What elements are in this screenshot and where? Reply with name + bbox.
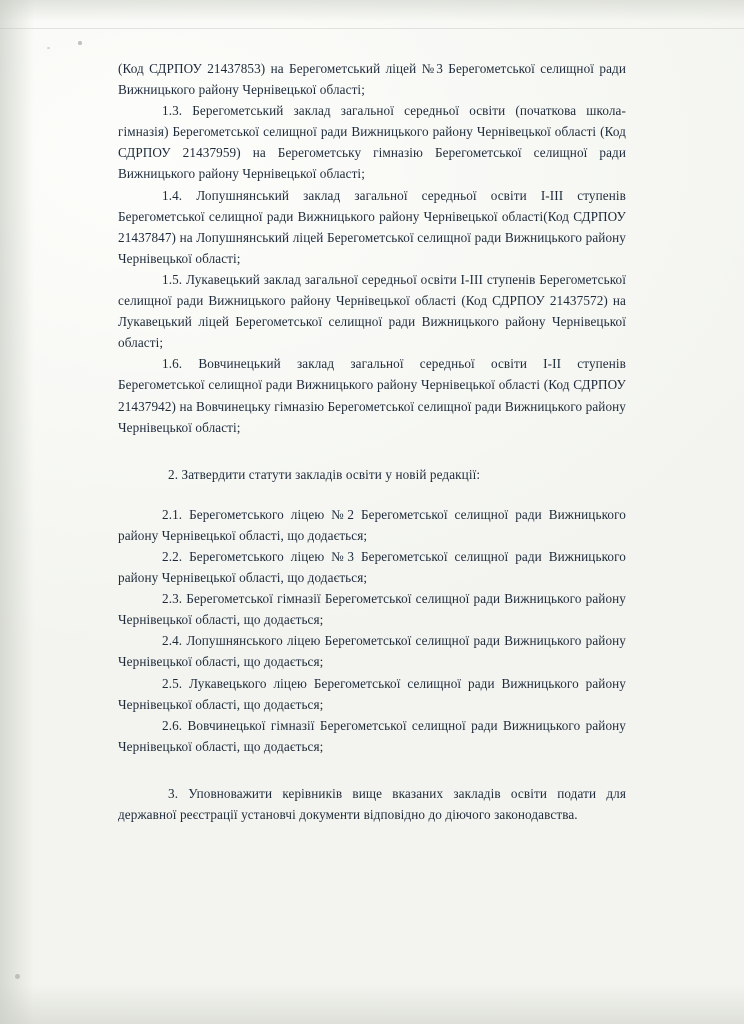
scan-speck [15,974,20,979]
paragraph-1-5: 1.5. Лукавецький заклад загальної середньої освіти I-III ступенів Берегометської селищної ради Вижницького району Чернівецької області (Код СДРПОУ 21437572) на Лукавецький ліцей Берегометської селищної ради Вижницького району Чернівецької області; [118,271,626,351]
paragraph-1-4: 1.4. Лопушнянський заклад загальної середньої освіти I-III ступенів Берегометської селищної ради Вижницького району Чернівецької області(Код СДРПОУ 21437847) на Лопушнянський ліцей Берегометської селищної ради Вижницького району Чернівецької області; [118,187,626,266]
paragraph-2-2: 2.2. Берегометського ліцею №3 Берегометської селищної ради Вижницького району Чернівецької області, що додається; [118,548,626,586]
scan-speck [47,47,50,49]
paragraph-2-6: 2.6. Вовчинецької гімназії Берегометської селищної ради Вижницького району Чернівецької області, що додається; [118,717,626,754]
paragraph-2-3: 2.3. Берегометської гімназії Берегометської селищної ради Вижницького району Чернівецької області, що додається; [118,591,626,628]
paragraph-2-1: 2.1. Берегометського ліцею №2 Берегометської селищної ради Вижницького району Чернівецької області, що додається; [118,506,626,543]
paragraph-spacer [118,757,626,783]
paragraph-2-4: 2.4. Лопушнянського ліцею Берегометської селищної ради Вижницького району Чернівецької області, що додається; [118,633,626,670]
paragraph-intro: (Код СДРПОУ 21437853) на Берегометський ліцей №3 Берегометської селищної ради Вижницького району Чернівецької області; [118,61,626,98]
document-body [118,58,626,825]
paragraph-spacer [118,438,626,464]
paragraph-2-5: 2.5. Лукавецького ліцею Берегометської селищної ради Вижницького району Чернівецької області, що додається; [118,675,626,712]
scan-edge-shadow-left [0,0,34,1024]
paragraph-1-6: 1.6. Вовчинецький заклад загальної середньої освіти I-II ступенів Берегометської селищної ради Вижницького району Чернівецької області (Код СДРПОУ 21437942) на Вовчинецьку гімназію Берегометської селищної ради Вижницького району Чернівецької області; [118,356,626,435]
paper-fold-line [0,28,744,29]
scan-speck [78,41,82,45]
paragraph-2: 2. Затвердити статути закладів освіти у новій редакції: [168,466,481,482]
scan-edge-shadow-bottom [0,984,744,1024]
paragraph-spacer [118,485,626,504]
scan-edge-shadow-top [0,0,744,22]
paragraph-1-3: 1.3. Берегометський заклад загальної середньої освіти (початкова школа-гімназія) Берегометської селищної ради Вижницького району Чернівецької області (Код СДРПОУ 21437959) на Берегометську гімназію Берегометської селищної ради Вижницького району Чернівецької області; [118,103,626,182]
paragraph-3: 3. Уповноважити керівників вище вказаних закладів освіти подати для державної реєстрації установчі документи відповідно до діючого законодавства. [118,785,626,822]
